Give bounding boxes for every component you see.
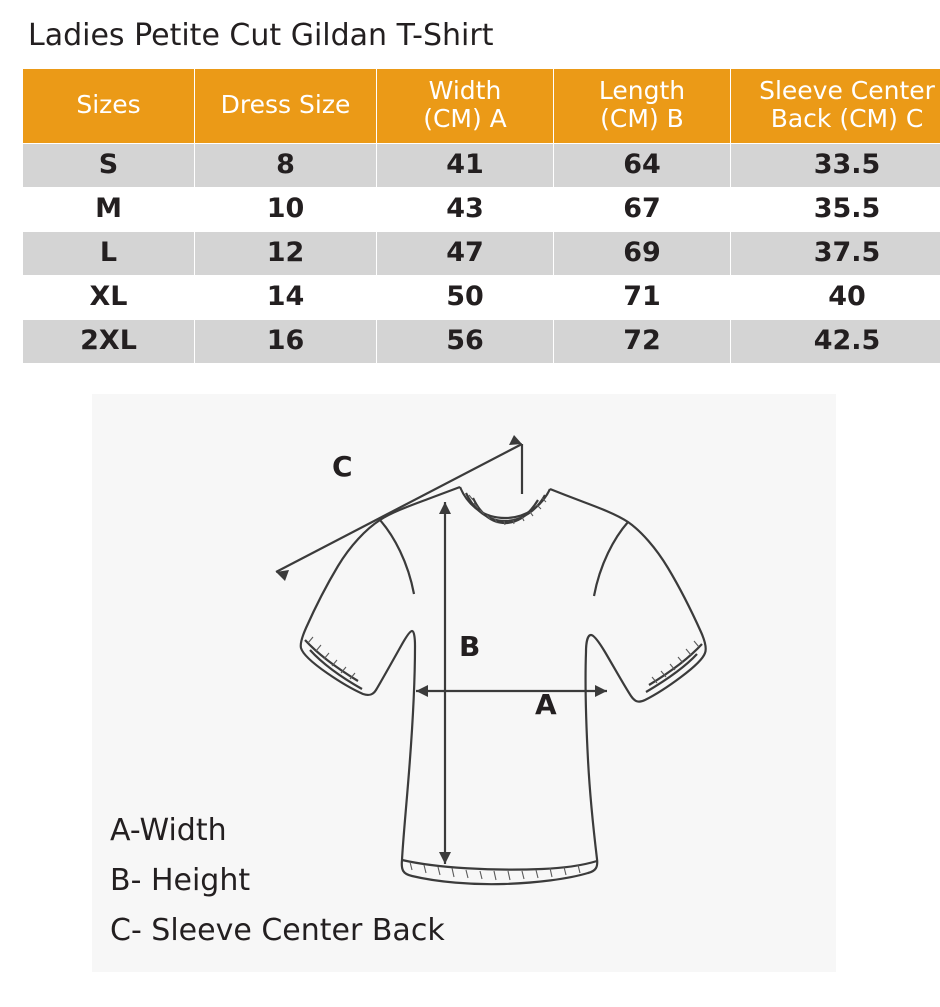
- column-header-length-line1: Length: [598, 76, 686, 105]
- cell-width: 47: [377, 232, 554, 276]
- column-header-width-line1: Width: [428, 76, 502, 105]
- table-row: [23, 320, 940, 364]
- cell-dress-size: 10: [195, 188, 377, 232]
- cell-length: 64: [554, 144, 731, 188]
- legend-item-c: C- Sleeve Center Back: [110, 913, 445, 948]
- column-header-width: [377, 69, 554, 144]
- label-a: A: [535, 688, 557, 721]
- column-header-dress-size-line1: Dress Size: [220, 90, 351, 119]
- column-header-length-line2: (CM) B: [600, 104, 684, 133]
- cell-size: M: [23, 188, 195, 232]
- table-row: [23, 188, 940, 232]
- column-header-dress-size: [195, 69, 377, 144]
- table-row: [23, 276, 940, 320]
- table-row: [23, 232, 940, 276]
- cell-size: XL: [23, 276, 195, 320]
- page-title: Ladies Petite Cut Gildan T-Shirt: [28, 18, 494, 53]
- cell-length: 71: [554, 276, 731, 320]
- cell-dress-size: 14: [195, 276, 377, 320]
- legend-item-a: A-Width: [110, 813, 227, 848]
- column-header-sizes: [23, 69, 195, 144]
- column-header-sleeve-center-back: [731, 69, 940, 144]
- cell-width: 56: [377, 320, 554, 364]
- table-header-row: [23, 69, 940, 144]
- diagram-legend: [110, 806, 445, 956]
- column-header-sleeve-line2: Back (CM) C: [770, 104, 924, 133]
- cell-sleeve: 35.5: [731, 188, 940, 232]
- table-body: [23, 144, 940, 364]
- cell-length: 72: [554, 320, 731, 364]
- legend-item-b: B- Height: [110, 863, 251, 898]
- cell-sleeve: 42.5: [731, 320, 940, 364]
- column-header-length: [554, 69, 731, 144]
- cell-size: S: [23, 144, 195, 188]
- cell-dress-size: 16: [195, 320, 377, 364]
- cell-length: 67: [554, 188, 731, 232]
- cell-width: 43: [377, 188, 554, 232]
- column-header-sleeve-line1: Sleeve Center: [759, 76, 935, 105]
- column-header-sizes-line1: Sizes: [76, 90, 141, 119]
- label-c: C: [332, 450, 353, 483]
- label-b: B: [459, 630, 481, 663]
- cell-dress-size: 8: [195, 144, 377, 188]
- cell-size: 2XL: [23, 320, 195, 364]
- cell-size: L: [23, 232, 195, 276]
- table-header: [23, 69, 940, 144]
- cell-sleeve: 33.5: [731, 144, 940, 188]
- cell-sleeve: 37.5: [731, 232, 940, 276]
- size-chart-table: [22, 68, 940, 364]
- cell-width: 41: [377, 144, 554, 188]
- cell-length: 69: [554, 232, 731, 276]
- cell-sleeve: 40: [731, 276, 940, 320]
- cell-dress-size: 12: [195, 232, 377, 276]
- column-header-width-line2: (CM) A: [423, 104, 507, 133]
- table-row: [23, 144, 940, 188]
- cell-width: 50: [377, 276, 554, 320]
